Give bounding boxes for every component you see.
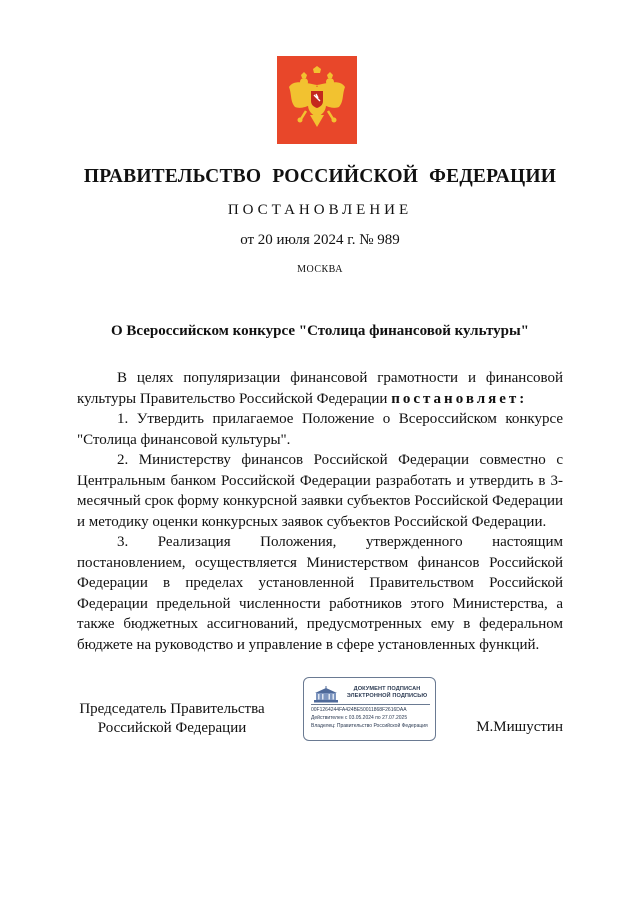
stamp-validity: Действителен с 03.05.2024 по 27.07.2025 bbox=[311, 715, 408, 721]
document-city: МОСКВА bbox=[297, 264, 343, 275]
document-date-number: от 20 июля 2024 г. № 989 bbox=[240, 232, 400, 248]
stamp-heading-line-1: ДОКУМЕНТ ПОДПИСАН bbox=[353, 686, 421, 692]
item-1-paragraph: 1. Утвердить прилагаемое Положение о Всероссийском конкурсе "Столица финансовой культуры". bbox=[77, 411, 563, 448]
document-body bbox=[77, 368, 563, 655]
document-subject: О Всероссийском конкурсе "Столица финансовой культуры" bbox=[110, 323, 529, 339]
stamp-owner: Владелец: Правительство Российской Федерация bbox=[311, 723, 428, 729]
stamp-certificate: 00F1264244FA424BE50011868F2616DAA bbox=[311, 707, 407, 713]
signer-name: М.Мишустин bbox=[476, 719, 563, 735]
document-type: ПОСТАНОВЛЕНИЕ bbox=[227, 202, 413, 218]
signer-title-line-1: Председатель Правительства bbox=[79, 701, 265, 717]
signer-title bbox=[77, 700, 267, 738]
stamp-heading bbox=[342, 686, 432, 700]
stamp-divider bbox=[311, 704, 430, 705]
decree-word: постановляет: bbox=[391, 390, 528, 407]
double-headed-eagle-icon bbox=[286, 65, 348, 135]
signer-title-line-2: Российской Федерации bbox=[97, 720, 247, 736]
item-2-paragraph: 2. Министерству финансов Российской Федерации совместно с Центральным банком Российской Федерации разработать и утвердить в 3-месячный срок форму конкурсной заявки субъектов Российской Федерации и методику оценки конкурсных заявок субъектов Российской Федерации. bbox=[77, 452, 563, 530]
intro-text: В целях популяризации финансовой грамотности и финансовой культуры Правительство Российской Федерации bbox=[77, 370, 563, 407]
electronic-signature-stamp bbox=[303, 677, 436, 741]
stamp-heading-line-2: ЭЛЕКТРОННОЙ ПОДПИСЬЮ bbox=[346, 693, 428, 699]
coat-of-arms-icon bbox=[277, 56, 357, 144]
government-building-icon bbox=[312, 686, 340, 704]
item-3-paragraph: 3. Реализация Положения, утвержденного настоящим постановлением, осуществляется Министерством финансов Российской Федерации в пределах установленной Правительством Российской Федерации предельной численности работников этого Министерства, а также бюджетных ассигнований, предусмотренных ему в федеральном бюджете на руководство и управление в сфере установленных функций. bbox=[77, 534, 563, 653]
government-title: ПРАВИТЕЛЬСТВО РОССИЙСКОЙ ФЕДЕРАЦИИ bbox=[83, 166, 557, 187]
intro-paragraph bbox=[77, 368, 563, 409]
